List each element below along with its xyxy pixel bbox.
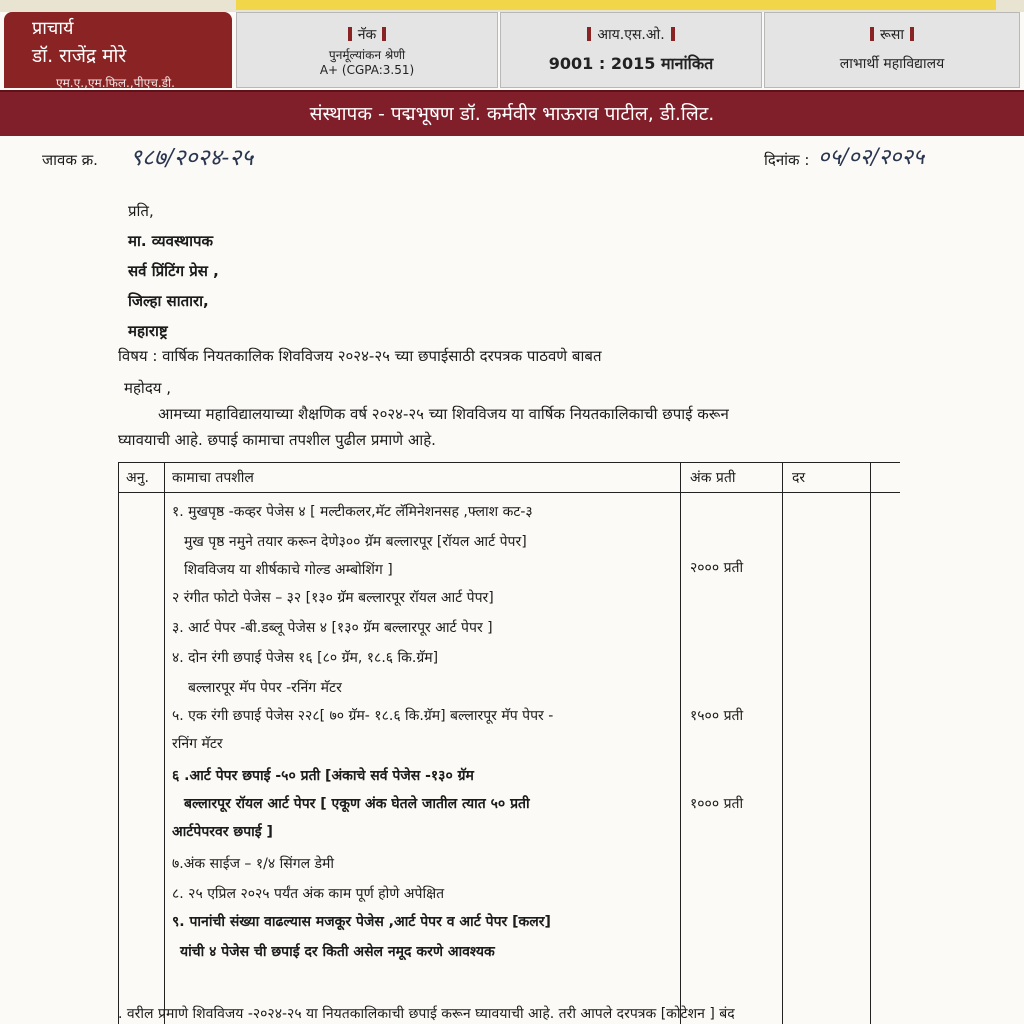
- address-line1: मा. व्यवस्थापक: [128, 232, 213, 250]
- table-col-divider: [782, 462, 783, 1024]
- address-to: प्रति,: [128, 202, 154, 220]
- table-row: यांची ४ पेजेस ची छपाई दर किती असेल नमूद करणे आवश्यक: [180, 944, 495, 960]
- subject-line: विषय : वार्षिक नियतकालिक शिवविजय २०२४-२५ च्या छपाईसाठी दरपत्रक पाठवणे बाबत: [118, 347, 602, 365]
- table-row: बल्लारपूर रॉयल आर्ट पेपर [ एकूण अंक घेतले जातील त्यात ५० प्रती: [184, 796, 530, 812]
- date-value: ०५/०२/२०२५: [818, 145, 925, 170]
- intro-line-2: घ्यावयाची आहे. छपाई कामाचा तपशील पुढील प्रमाणे आहे.: [118, 431, 436, 449]
- table-row: शिवविजय या शीर्षकाचे गोल्ड अम्बोशिंग ]: [184, 562, 393, 578]
- rusa-heading: रूसा: [880, 27, 904, 43]
- principal-block: [4, 12, 232, 88]
- table-row: १. मुखपृष्ठ -कव्हर पेजेस ४ [ मल्टीकलर,मॅट लॅमिनेशनसह ,फ्लाश कट-३: [172, 504, 533, 520]
- table-row: ८. २५ एप्रिल २०२५ पर्यंत अंक काम पूर्ण होणे अपेक्षित: [172, 886, 445, 902]
- top-banner-edge: [236, 0, 996, 10]
- header-copies: अंक प्रती: [690, 470, 736, 486]
- iso-line1: 9001 : 2015 मानांकित: [548, 54, 714, 73]
- bar-icon: [870, 27, 874, 41]
- address-line2: सर्व प्रिंटिंग प्रेस ,: [128, 262, 219, 280]
- principal-role: प्राचार्य: [32, 18, 74, 39]
- table-row: ७.अंक साईज – १/४ सिंगल डेमी: [172, 856, 335, 872]
- header-details: कामाचा तपशील: [172, 470, 254, 486]
- closing-line: . वरील प्रमाणे शिवविजय -२०२४-२५ या नियतकालिकाची छपाई करून घ्यावयाची आहे. तरी आपले दरपत्रक [कोटेशन ] बंद: [118, 1006, 735, 1022]
- bar-icon: [382, 27, 386, 41]
- principal-degrees: एम.ए.,एम.फिल.,पीएच.डी.: [56, 76, 175, 90]
- bar-icon: [348, 27, 352, 41]
- address-line3: जिल्हा सातारा,: [128, 292, 209, 310]
- header-rate: दर: [792, 470, 806, 486]
- bar-icon: [671, 27, 675, 41]
- table-border-left: [118, 462, 119, 1024]
- reference-label: जावक क्र.: [42, 151, 98, 169]
- naac-line2: A+ (CGPA:3.51): [319, 63, 415, 77]
- salutation: महोदय ,: [124, 379, 172, 397]
- table-row: ६ .आर्ट पेपर छपाई -५० प्रती [अंकाचे सर्व पेजेस -१३० ग्रॅम: [172, 768, 474, 784]
- top-strip: [0, 0, 1024, 12]
- principal-name: डॉ. राजेंद्र मोरे: [32, 45, 127, 67]
- reference-number: ९८७/२०२४-२५: [130, 145, 254, 171]
- work-details-table: [118, 462, 900, 1024]
- intro-line-1: आमच्या महाविद्यालयाच्या शैक्षणिक वर्ष २०२४-२५ च्या शिवविजय या वार्षिक नियतकालिकाची छपाई करून: [158, 405, 729, 423]
- naac-box: [236, 12, 498, 88]
- bar-icon: [910, 27, 914, 41]
- copies-value: २००० प्रती: [690, 560, 744, 576]
- table-row: रनिंग मॅटर: [172, 736, 223, 752]
- table-row: आर्टपेपरवर छपाई ]: [172, 824, 273, 840]
- copies-value: १५०० प्रती: [690, 708, 744, 724]
- rusa-line1: लाभार्थी महाविद्यालय: [839, 56, 945, 72]
- copies-value: १००० प्रती: [690, 796, 744, 812]
- bar-icon: [587, 27, 591, 41]
- date-label: दिनांक :: [764, 151, 810, 169]
- iso-heading: आय.एस.ओ.: [597, 27, 665, 43]
- address-block: [128, 196, 219, 346]
- founder-banner: संस्थापक - पद्मभूषण डॉ. कर्मवीर भाऊराव पाटील, डी.लिट.: [0, 90, 1024, 136]
- table-col-divider: [680, 462, 681, 1024]
- reference-line: [0, 138, 1024, 178]
- iso-box: [500, 12, 762, 88]
- table-border-right: [870, 462, 871, 1024]
- header-serial: अनु.: [126, 470, 149, 486]
- rusa-box: [764, 12, 1020, 88]
- table-row: बल्लारपूर मॅप पेपर -रनिंग मॅटर: [188, 680, 342, 696]
- table-row: मुख पृष्ठ नमुने तयार करून देणे३०० ग्रॅम बल्लारपूर [रॉयल आर्ट पेपर]: [184, 534, 527, 550]
- table-row: ४. दोन रंगी छपाई पेजेस १६ [८० ग्रॅम, १८.६ कि.ग्रॅम]: [172, 650, 439, 666]
- table-col-divider: [164, 462, 165, 1024]
- naac-line1: पुनर्मूल्यांकन श्रेणी: [328, 48, 406, 62]
- table-row: २ रंगीत फोटो पेजेस – ३२ [१३० ग्रॅम बल्लारपूर रॉयल आर्ट पेपर]: [172, 590, 494, 606]
- naac-heading: नॅक: [357, 27, 377, 43]
- letterhead: [0, 0, 1024, 152]
- table-row: ९. पानांची संख्या वाढल्यास मजकूर पेजेस ,आर्ट पेपर व आर्ट पेपर [कलर]: [172, 914, 551, 930]
- address-line4: महाराष्ट्र: [128, 322, 168, 340]
- table-row: ५. एक रंगी छपाई पेजेस २२८[ ७० ग्रॅम- १८.६ कि.ग्रॅम] बल्लारपूर मॅप पेपर -: [172, 708, 554, 724]
- table-row: ३. आर्ट पेपर -बी.डब्लू पेजेस ४ [१३० ग्रॅम बल्लारपूर आर्ट पेपर ]: [172, 620, 493, 636]
